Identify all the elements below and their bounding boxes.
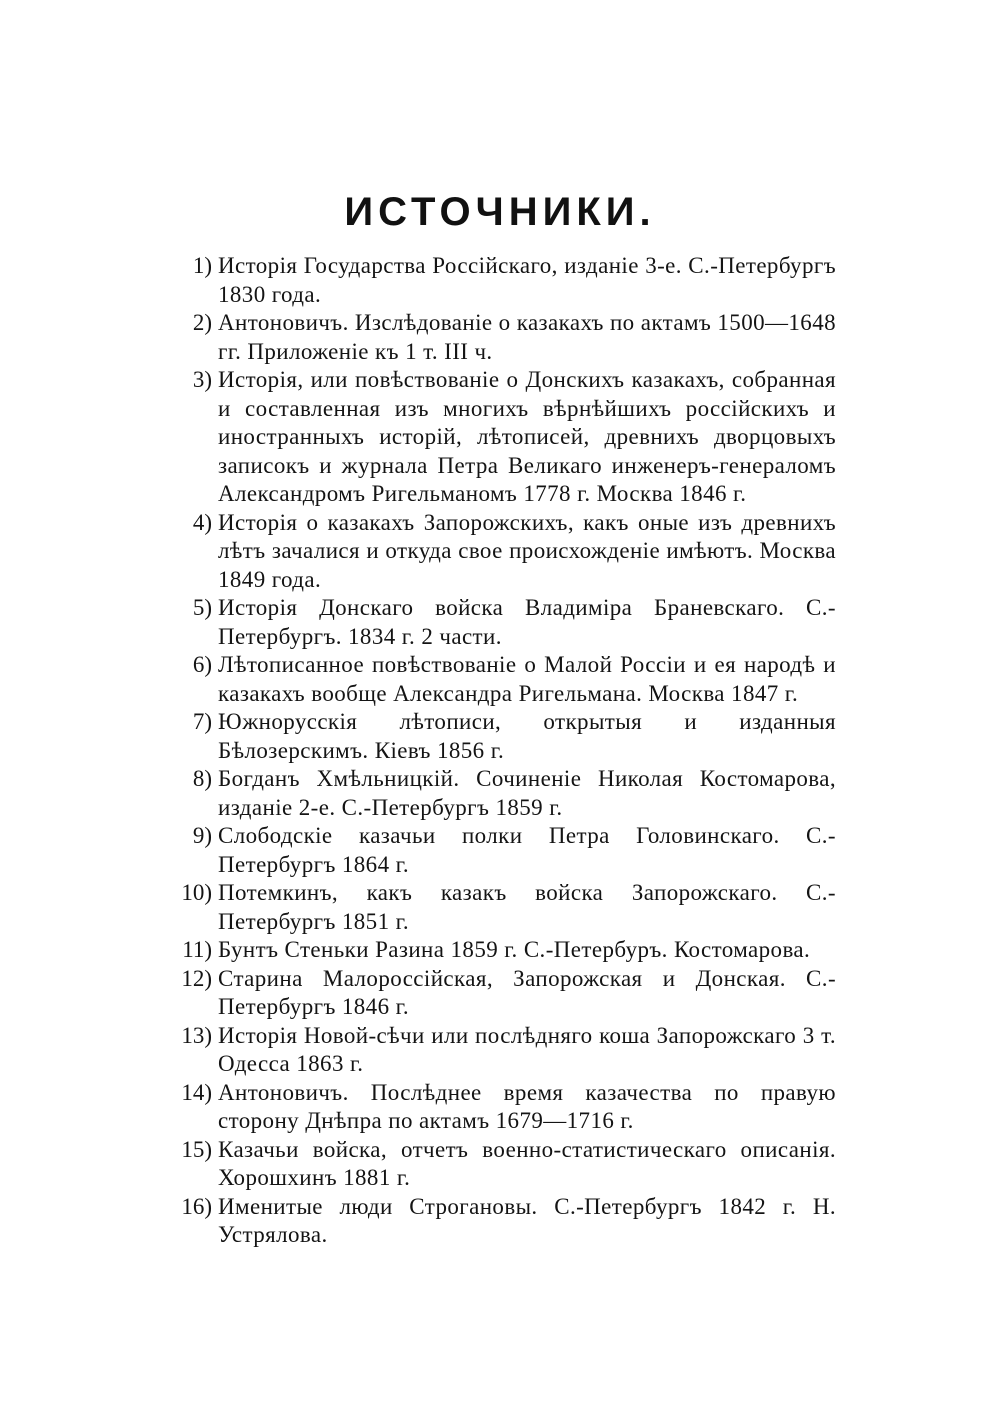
source-text: Бунтъ Стеньки Разина 1859 г. С.-Петербуръ. Костомарова. [218,937,811,962]
source-number: 7) [192,709,212,734]
source-entry-8 [160,765,836,822]
source-entry-2 [160,309,836,366]
source-number: 16) [181,1193,212,1219]
source-entry-3 [160,366,836,509]
source-number: 13) [181,1022,212,1048]
source-text: Исторія Донскаго войска Владиміра Браневскаго. С.-Петербургъ. 1834 г. 2 части. [218,595,836,649]
source-text: Исторія Новой-сѣчи или послѣдняго коша Запорожскаго 3 т. Одесса 1863 г. [218,1022,836,1076]
source-entry-11 [160,936,836,965]
source-number: 10) [181,880,212,905]
source-text: Южнорусскія лѣтописи, открытыя и изданныя Бѣлозерскимъ. Кіевъ 1856 г. [218,709,836,763]
source-entry-13 [160,1022,836,1079]
source-number: 1) [192,253,212,278]
source-entry-7 [160,708,836,765]
source-entry-5 [160,594,836,651]
source-entry-6 [160,651,836,708]
sources-list [160,252,836,1250]
page-title: ИСТОЧНИКИ. [344,190,656,234]
source-number: 4) [192,509,212,535]
source-number: 8) [192,766,212,791]
source-number: 2) [192,310,212,335]
source-entry-10 [160,879,836,936]
source-number: 12) [181,965,212,991]
source-text: Именитые люди Строгановы. С.-Петербургъ 1842 г. Н. Устрялова. [218,1193,836,1247]
source-text: Потемкинъ, какъ казакъ войска Запорожскаго. С.-Петербургъ 1851 г. [218,880,836,934]
source-entry-1 [160,252,836,309]
source-entry-15 [160,1136,836,1193]
source-entry-12 [160,965,836,1022]
source-text: Лѣтописанное повѣствованіе о Малой Россіи и ея народѣ и казакахъ вообще Александра Ригельмана. Москва 1847 г. [218,652,836,706]
source-text: Казачьи войска, отчетъ военно-статистическаго описанія. Хорошхинъ 1881 г. [218,1136,836,1190]
source-number: 11) [182,937,212,962]
source-text: Слободскіе казачьи полки Петра Головинскаго. С.-Петербургъ 1864 г. [218,823,836,877]
source-entry-4 [160,509,836,595]
source-number: 15) [181,1136,212,1162]
source-text: Исторія, или повѣствованіе о Донскихъ казакахъ, собранная и составленная изъ многихъ вѣрнѣйшихъ россійскихъ и иностранныхъ исторій, лѣтописей, древнихъ дворцовыхъ записокъ и журнала Петра Великаго инженеръ-генераломъ Александромъ Ригельманомъ 1778 г. Москва 1846 г. [218,367,836,506]
source-text: Исторія о казакахъ Запорожскихъ, какъ оные изъ древнихъ лѣтъ зачалися и откуда свое происхожденіе имѣютъ. Москва 1849 года. [218,509,836,592]
source-number: 14) [181,1079,212,1105]
source-number: 9) [192,823,212,848]
source-text: Богданъ Хмѣльницкій. Сочиненіе Николая Костомарова, изданіе 2-е. С.-Петербургъ 1859 г. [218,766,836,820]
source-number: 6) [192,652,212,677]
source-entry-9 [160,822,836,879]
source-entry-16 [160,1193,836,1250]
source-entry-14 [160,1079,836,1136]
source-text: Старина Малороссійская, Запорожская и Донская. С.-Петербургъ 1846 г. [218,965,836,1019]
source-text: Антоновичъ. Послѣднее время казачества по правую сторону Днѣпра по актамъ 1679—1716 г. [218,1079,836,1133]
source-text: Антоновичъ. Изслѣдованіе о казакахъ по актамъ 1500—1648 гг. Приложеніе къ 1 т. III ч. [218,310,836,364]
source-number: 5) [192,595,212,620]
source-number: 3) [192,367,212,392]
source-text: Исторія Государства Россійскаго, изданіе 3-е. С.-Петербургъ 1830 года. [218,253,836,307]
